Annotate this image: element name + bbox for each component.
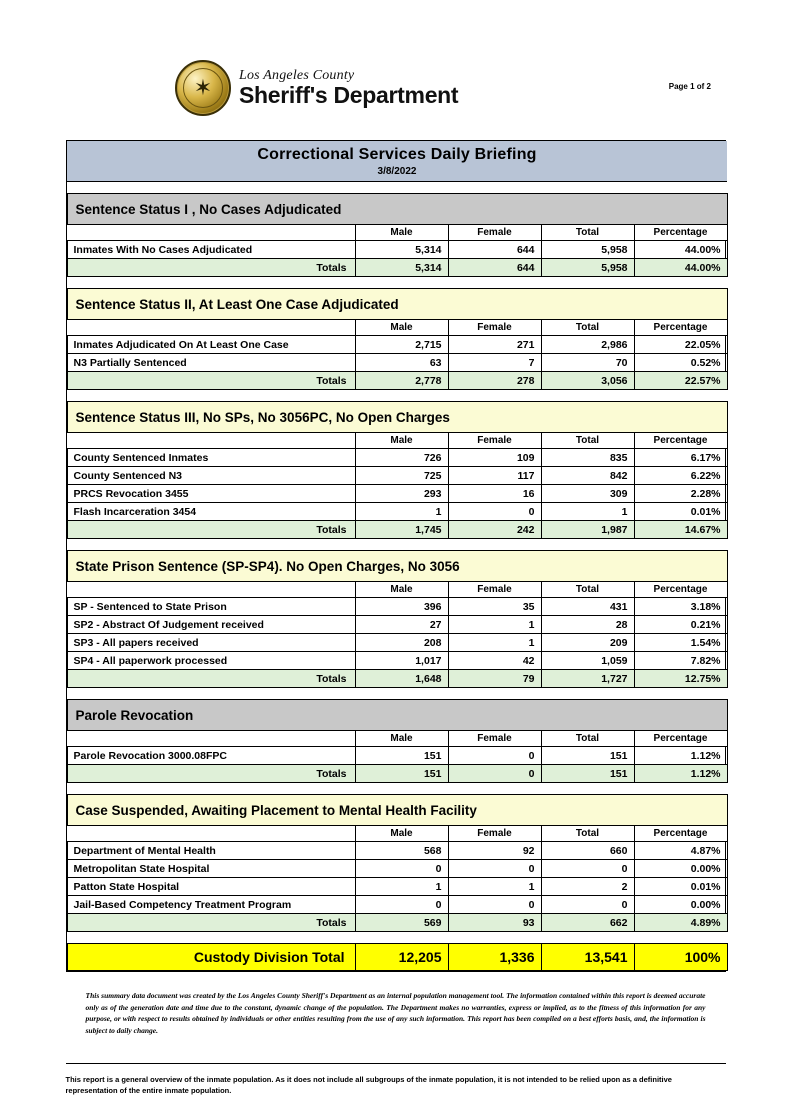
column-header-percentage: Percentage (634, 433, 727, 449)
row-label: County Sentenced Inmates (67, 449, 355, 467)
section-total-row (67, 914, 727, 932)
spacer-row (67, 277, 727, 289)
column-header-male: Male (355, 826, 448, 842)
row-percentage: 0.00% (634, 896, 727, 914)
column-header-total: Total (541, 826, 634, 842)
total-female: 79 (448, 670, 541, 688)
row-total: 28 (541, 616, 634, 634)
section-heading-case-suspended: Case Suspended, Awaiting Placement to Mental Health Facility (67, 795, 727, 826)
section-heading-state-prison-sentence: State Prison Sentence (SP-SP4). No Open Charges, No 3056 (67, 551, 727, 582)
row-percentage: 1.12% (634, 747, 727, 765)
row-male: 0 (355, 860, 448, 878)
row-percentage: 6.17% (634, 449, 727, 467)
column-header-total: Total (541, 225, 634, 241)
grand-total-female: 1,336 (448, 944, 541, 971)
row-label: SP3 - All papers received (67, 634, 355, 652)
row-male: 5,314 (355, 241, 448, 259)
column-header-percentage: Percentage (634, 320, 727, 336)
table-row (67, 652, 727, 670)
table-row (67, 485, 727, 503)
total-female: 93 (448, 914, 541, 932)
row-total: 70 (541, 354, 634, 372)
row-female: 0 (448, 503, 541, 521)
section-heading-row (67, 402, 727, 433)
row-label: Patton State Hospital (67, 878, 355, 896)
column-header-blank (67, 826, 355, 842)
table-body (67, 141, 727, 971)
row-label: Jail-Based Competency Treatment Program (67, 896, 355, 914)
row-label: PRCS Revocation 3455 (67, 485, 355, 503)
total-female: 644 (448, 259, 541, 277)
row-male: 725 (355, 467, 448, 485)
spacer-cell (67, 539, 727, 551)
column-header-row (67, 826, 727, 842)
row-female: 117 (448, 467, 541, 485)
row-percentage: 0.00% (634, 860, 727, 878)
table-row (67, 634, 727, 652)
title-band (67, 141, 727, 182)
spacer-row (67, 182, 727, 194)
spacer-row (67, 539, 727, 551)
row-label: SP4 - All paperwork processed (67, 652, 355, 670)
table-row (67, 842, 727, 860)
spacer-cell (67, 932, 727, 944)
column-header-row (67, 320, 727, 336)
row-total: 2,986 (541, 336, 634, 354)
table-row (67, 449, 727, 467)
row-female: 1 (448, 634, 541, 652)
agency-name-department: Sheriff's Department (239, 84, 458, 107)
row-label: Parole Revocation 3000.08FPC (67, 747, 355, 765)
table-row (67, 354, 727, 372)
row-female: 1 (448, 878, 541, 896)
column-header-row (67, 582, 727, 598)
row-label: Metropolitan State Hospital (67, 860, 355, 878)
table-row (67, 503, 727, 521)
column-header-male: Male (355, 225, 448, 241)
table-row (67, 878, 727, 896)
total-percentage: 12.75% (634, 670, 727, 688)
row-label: Flash Incarceration 3454 (67, 503, 355, 521)
grand-total-row (67, 944, 727, 971)
grand-total-total: 13,541 (541, 944, 634, 971)
column-header-total: Total (541, 433, 634, 449)
title-row (67, 141, 727, 182)
section-heading-row (67, 551, 727, 582)
section-total-row (67, 259, 727, 277)
total-total: 662 (541, 914, 634, 932)
column-header-female: Female (448, 320, 541, 336)
section-total-row (67, 765, 727, 783)
row-total: 0 (541, 860, 634, 878)
row-total: 835 (541, 449, 634, 467)
row-female: 0 (448, 896, 541, 914)
spacer-cell (67, 182, 727, 194)
column-header-percentage: Percentage (634, 225, 727, 241)
total-percentage: 44.00% (634, 259, 727, 277)
row-total: 1,059 (541, 652, 634, 670)
total-total: 151 (541, 765, 634, 783)
column-header-female: Female (448, 582, 541, 598)
total-label: Totals (67, 914, 355, 932)
table-row (67, 896, 727, 914)
row-female: 271 (448, 336, 541, 354)
table-row (67, 860, 727, 878)
row-percentage: 0.01% (634, 878, 727, 896)
column-header-blank (67, 731, 355, 747)
grand-total-percentage: 100% (634, 944, 727, 971)
column-header-blank (67, 320, 355, 336)
column-header-blank (67, 433, 355, 449)
column-header-row (67, 433, 727, 449)
row-percentage: 2.28% (634, 485, 727, 503)
total-female: 242 (448, 521, 541, 539)
row-male: 27 (355, 616, 448, 634)
column-header-male: Male (355, 320, 448, 336)
total-label: Totals (67, 670, 355, 688)
row-percentage: 44.00% (634, 241, 727, 259)
total-label: Totals (67, 259, 355, 277)
spacer-row (67, 783, 727, 795)
total-percentage: 1.12% (634, 765, 727, 783)
total-percentage: 4.89% (634, 914, 727, 932)
row-male: 208 (355, 634, 448, 652)
row-label: County Sentenced N3 (67, 467, 355, 485)
section-heading-row (67, 700, 727, 731)
row-total: 431 (541, 598, 634, 616)
row-female: 16 (448, 485, 541, 503)
section-heading-sentence-status-2: Sentence Status II, At Least One Case Adjudicated (67, 289, 727, 320)
footnote-text: This report is a general overview of the inmate population. As it does not include all subgroups of the inmate population, it is not intended to be relied upon as a definitive representation of the entire inmate population. (66, 1074, 726, 1096)
row-percentage: 0.52% (634, 354, 727, 372)
row-male: 0 (355, 896, 448, 914)
sheriff-star-badge-icon (175, 60, 231, 116)
row-male: 151 (355, 747, 448, 765)
row-total: 1 (541, 503, 634, 521)
spacer-row (67, 390, 727, 402)
section-heading-parole-revocation: Parole Revocation (67, 700, 727, 731)
total-total: 5,958 (541, 259, 634, 277)
section-total-row (67, 670, 727, 688)
row-total: 842 (541, 467, 634, 485)
total-label: Totals (67, 372, 355, 390)
footer-divider (66, 1063, 726, 1064)
column-header-blank (67, 582, 355, 598)
column-header-row (67, 225, 727, 241)
row-male: 293 (355, 485, 448, 503)
disclaimer-text: This summary data document was created by the Los Angeles County Sheriff's Department as an internal population management tool. The information contained within this report is deemed accurate only as of the generation date and time due to the constant, dynamic change of the population. The Department makes no warranties, express or implied, as to the fitness of this information for any purpose, or with respect to results obtained by individuals or other entities resulting from the use of any such information. This report has been compiled on a best efforts basis, and, the information is subject to daily change. (86, 990, 706, 1037)
total-total: 1,727 (541, 670, 634, 688)
row-percentage: 0.21% (634, 616, 727, 634)
row-label: N3 Partially Sentenced (67, 354, 355, 372)
row-percentage: 4.87% (634, 842, 727, 860)
column-header-total: Total (541, 320, 634, 336)
spacer-cell (67, 688, 727, 700)
spacer-row (67, 688, 727, 700)
briefing-table-container (66, 140, 726, 972)
column-header-female: Female (448, 826, 541, 842)
table-row (67, 747, 727, 765)
row-female: 0 (448, 860, 541, 878)
document-header (0, 60, 791, 132)
spacer-cell (67, 277, 727, 289)
agency-logo (175, 60, 458, 116)
section-heading-sentence-status-3: Sentence Status III, No SPs, No 3056PC, No Open Charges (67, 402, 727, 433)
total-label: Totals (67, 765, 355, 783)
row-total: 151 (541, 747, 634, 765)
page-number: Page 1 of 2 (669, 82, 711, 91)
column-header-total: Total (541, 731, 634, 747)
column-header-total: Total (541, 582, 634, 598)
row-label: Department of Mental Health (67, 842, 355, 860)
agency-wordmark (239, 69, 458, 107)
row-male: 726 (355, 449, 448, 467)
total-female: 0 (448, 765, 541, 783)
total-male: 2,778 (355, 372, 448, 390)
section-heading-row (67, 289, 727, 320)
row-female: 1 (448, 616, 541, 634)
total-male: 1,745 (355, 521, 448, 539)
row-female: 42 (448, 652, 541, 670)
row-label: Inmates With No Cases Adjudicated (67, 241, 355, 259)
row-percentage: 7.82% (634, 652, 727, 670)
row-total: 5,958 (541, 241, 634, 259)
section-total-row (67, 521, 727, 539)
row-male: 568 (355, 842, 448, 860)
total-total: 3,056 (541, 372, 634, 390)
star-glyph: ✶ (194, 77, 212, 99)
row-male: 1,017 (355, 652, 448, 670)
document-title: Correctional Services Daily Briefing (67, 146, 727, 164)
column-header-male: Male (355, 582, 448, 598)
column-header-female: Female (448, 225, 541, 241)
row-male: 396 (355, 598, 448, 616)
row-label: SP2 - Abstract Of Judgement received (67, 616, 355, 634)
total-total: 1,987 (541, 521, 634, 539)
table-row (67, 336, 727, 354)
column-header-female: Female (448, 433, 541, 449)
spacer-cell (67, 390, 727, 402)
row-percentage: 6.22% (634, 467, 727, 485)
section-heading-sentence-status-1: Sentence Status I , No Cases Adjudicated (67, 194, 727, 225)
row-label: SP - Sentenced to State Prison (67, 598, 355, 616)
row-total: 309 (541, 485, 634, 503)
total-percentage: 22.57% (634, 372, 727, 390)
total-male: 569 (355, 914, 448, 932)
column-header-male: Male (355, 433, 448, 449)
column-header-percentage: Percentage (634, 582, 727, 598)
section-heading-row (67, 795, 727, 826)
spacer-cell (67, 783, 727, 795)
row-male: 1 (355, 503, 448, 521)
total-male: 1,648 (355, 670, 448, 688)
row-male: 63 (355, 354, 448, 372)
document-page (0, 60, 791, 1084)
total-male: 5,314 (355, 259, 448, 277)
total-male: 151 (355, 765, 448, 783)
row-percentage: 3.18% (634, 598, 727, 616)
row-female: 0 (448, 747, 541, 765)
table-row (67, 598, 727, 616)
row-female: 35 (448, 598, 541, 616)
grand-total-male: 12,205 (355, 944, 448, 971)
row-female: 92 (448, 842, 541, 860)
row-percentage: 22.05% (634, 336, 727, 354)
table-row (67, 241, 727, 259)
total-label: Totals (67, 521, 355, 539)
table-row (67, 616, 727, 634)
row-total: 209 (541, 634, 634, 652)
row-female: 644 (448, 241, 541, 259)
row-percentage: 1.54% (634, 634, 727, 652)
row-total: 2 (541, 878, 634, 896)
row-total: 660 (541, 842, 634, 860)
row-male: 2,715 (355, 336, 448, 354)
row-total: 0 (541, 896, 634, 914)
row-percentage: 0.01% (634, 503, 727, 521)
briefing-table (67, 141, 728, 971)
row-label: Inmates Adjudicated On At Least One Case (67, 336, 355, 354)
total-percentage: 14.67% (634, 521, 727, 539)
spacer-row (67, 932, 727, 944)
document-date: 3/8/2022 (67, 166, 727, 177)
row-female: 7 (448, 354, 541, 372)
column-header-female: Female (448, 731, 541, 747)
section-heading-row (67, 194, 727, 225)
table-row (67, 467, 727, 485)
section-total-row (67, 372, 727, 390)
column-header-row (67, 731, 727, 747)
column-header-blank (67, 225, 355, 241)
total-female: 278 (448, 372, 541, 390)
column-header-male: Male (355, 731, 448, 747)
row-female: 109 (448, 449, 541, 467)
column-header-percentage: Percentage (634, 731, 727, 747)
row-male: 1 (355, 878, 448, 896)
column-header-percentage: Percentage (634, 826, 727, 842)
grand-total-label: Custody Division Total (67, 944, 355, 971)
agency-name-county: Los Angeles County (239, 69, 458, 83)
